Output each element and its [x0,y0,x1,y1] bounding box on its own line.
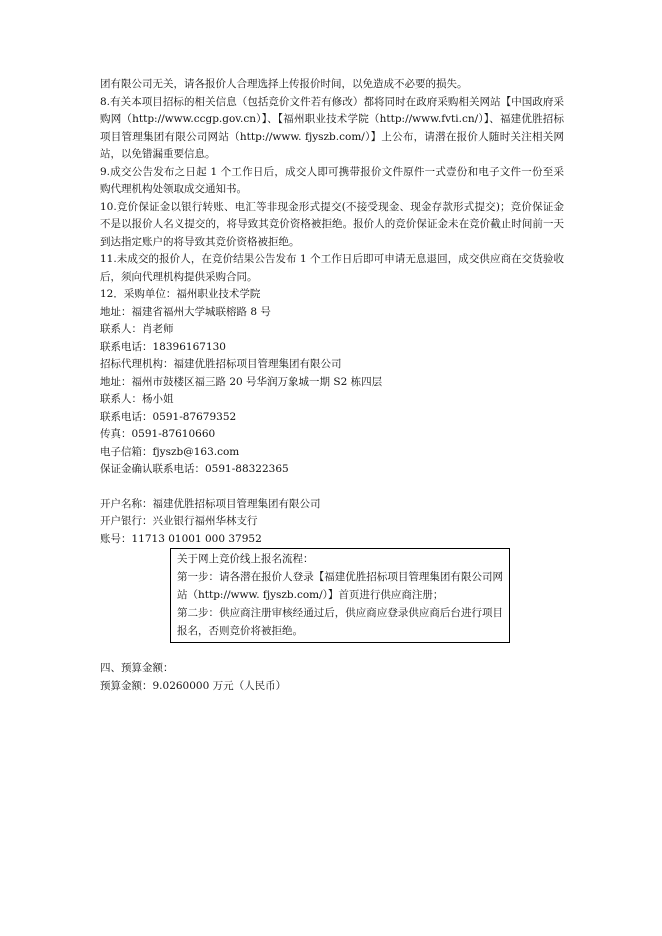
purchaser-address: 地址：福建省福州大学城联榕路 8 号 [100,305,271,318]
spacer [100,643,564,660]
bank-name: 开户银行：兴业银行福州华林支行 [100,515,258,527]
bank-account-number: 账号：11713 01001 000 37952 [100,532,262,545]
paragraph-item-9: 9.成交公告发布之日起 1 个工作日后，成交人即可携带报价文件原件一式壹份和电子文件一份至采购代理机构处领取成交通知书。 [100,165,564,195]
purchaser-name: 12．采购单位：福州职业技术学院 [100,288,261,300]
purchaser-contact: 联系人：肖老师 [100,323,174,335]
budget-heading: 四、预算金额： [100,662,174,674]
agency-contact: 联系人：杨小姐 [100,393,174,405]
deposit-phone: 保证金确认联系电话：0591-88322365 [100,463,289,475]
registration-step-2: 第二步：供应商注册审核经通过后，供应商应登录供应商后台进行项目报名，否则竞价将被拒绝。 [177,607,503,637]
purchaser-phone: 联系电话：18396167130 [100,340,226,353]
registration-step-1: 第一步：请各潜在报价人登录【福建优胜招标项目管理集团有限公司网站（http://www. fjyszb.com/）】首页进行供应商注册； [177,571,503,601]
agency-fax: 传真：0591-87610660 [100,428,216,440]
paragraph-item-11: 11.未成交的报价人，在竞价结果公告发布 1 个工作日后即可申请无息退回，成交供应商在交货验收后，须向代理机构提供采购合同。 [100,253,564,283]
registration-process-box [170,548,510,643]
agency-email: 电子信箱：fjyszb@163.com [100,445,240,458]
spacer [100,479,564,496]
bank-account-name: 开户名称：福建优胜招标项目管理集团有限公司 [100,497,321,510]
paragraph-item-10: 10.竞价保证金以银行转账、电汇等非现金形式提交(不接受现金、现金存款形式提交)；竞价保证金不是以报价人名义提交的，将导致其竞价资格被拒绝。报价人的竞价保证金未在竞价截止时间前一天到达指定账户的将导致其竞价资格被拒绝。 [100,200,564,248]
paragraph-continuation: 团有限公司无关，请各报价人合理选择上传报价时间，以免造成不必要的损失。 [100,78,468,90]
budget-amount: 预算金额：9.0260000 万元（人民币） [100,679,287,692]
agency-phone: 联系电话：0591-87679352 [100,410,237,423]
agency-name: 招标代理机构：福建优胜招标项目管理集团有限公司 [100,358,342,370]
registration-title: 关于网上竞价线上报名流程： [177,553,314,565]
paragraph-item-8: 8.有关本项目招标的相关信息（包括竞价文件若有修改）都将同时在政府采购相关网站【中国政府采购网（http://www.ccgp.gov.cn）】、【福州职业技术学院（http://www.fvti.cn/）】、福建优胜招标项目管理集团有限公司网站（http://www. fjyszb.com/）】上公布，请潜在报价人随时关注相关网站，以免错漏重要信息。 [100,95,564,160]
agency-address: 地址：福州市鼓楼区福三路 20 号华润万象城一期 S2 栋四层 [100,375,383,388]
document-page [100,76,564,695]
